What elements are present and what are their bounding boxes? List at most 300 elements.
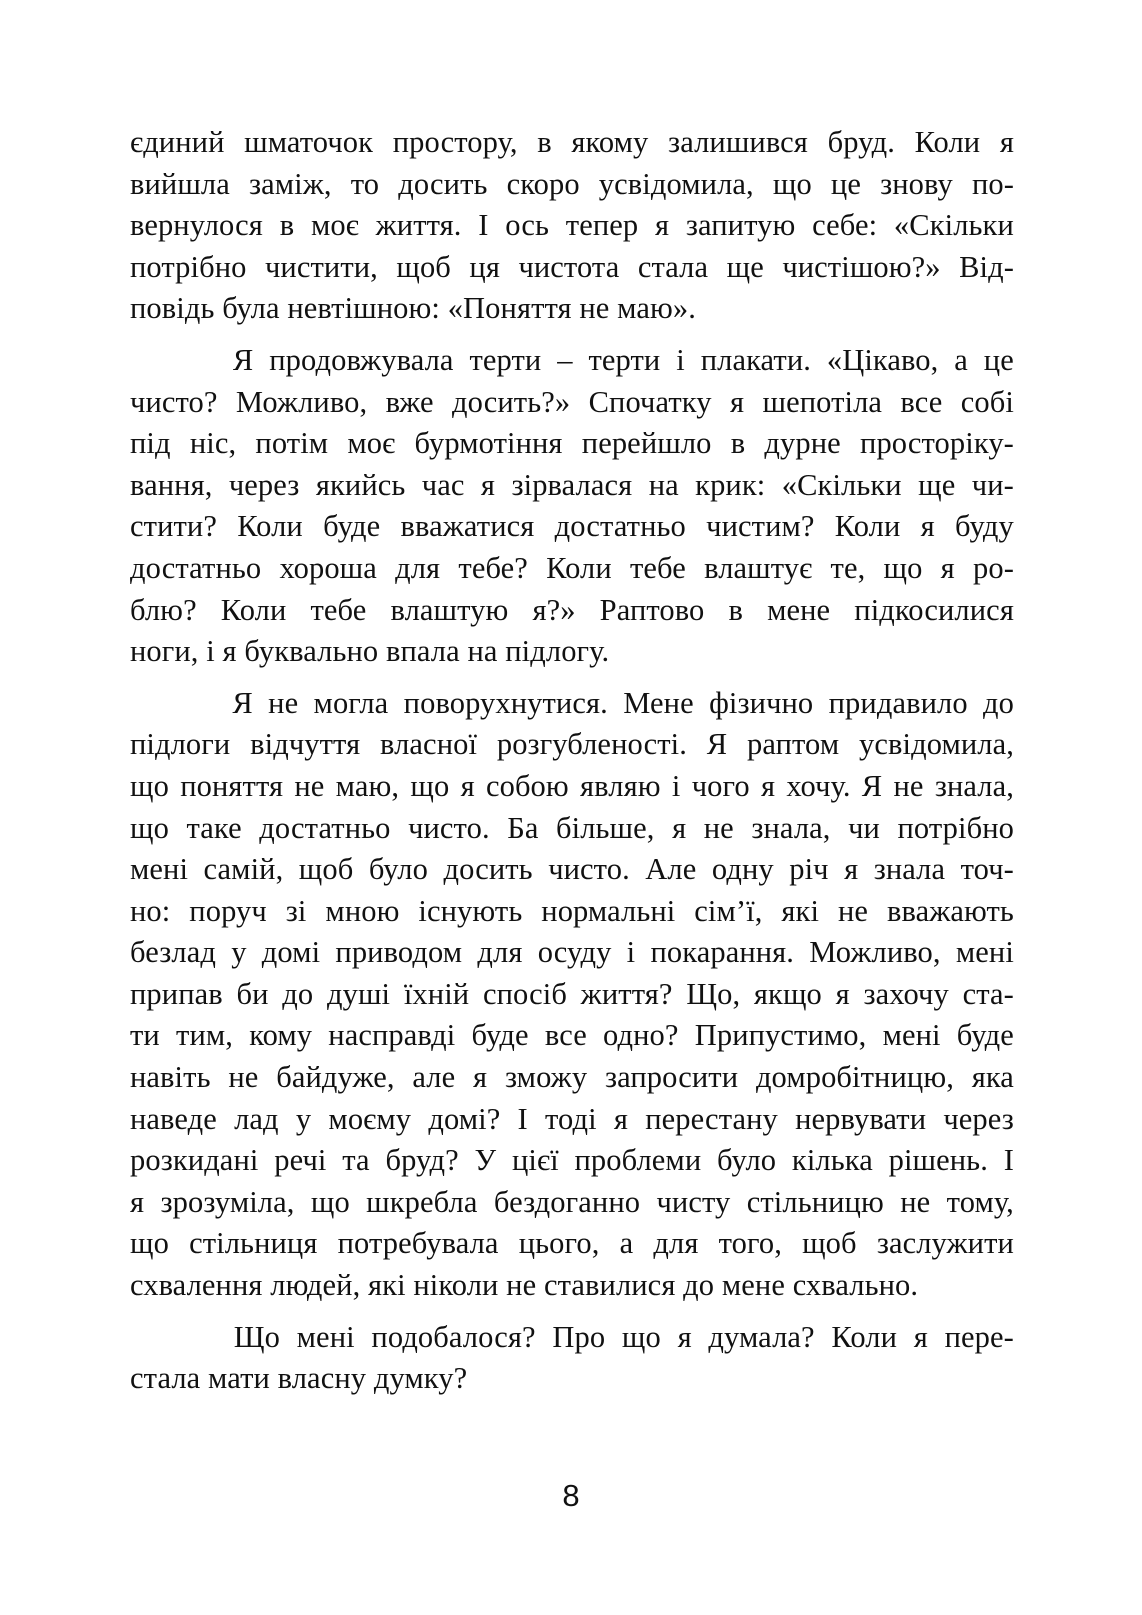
text-word: ще — [918, 467, 956, 502]
text-word: чи — [848, 810, 880, 845]
text-word: це — [830, 166, 861, 201]
text-word: чистішою?» — [782, 249, 941, 284]
text-word: рішень. — [888, 1143, 988, 1178]
text-line: схвалення людей, які ніколи не ставилися до мене схвально. — [130, 1268, 919, 1303]
text-word: Припустимо, — [694, 1018, 867, 1053]
text-word: перейшло — [581, 426, 712, 461]
text-word: до — [983, 685, 1014, 720]
text-word: досить — [398, 166, 488, 201]
text-word: підкосилися — [854, 592, 1014, 627]
text-word: знову — [880, 166, 953, 201]
text-word: би — [236, 976, 269, 1011]
text-word: під — [130, 426, 171, 461]
text-word: вже — [385, 384, 434, 419]
text-line — [130, 423, 1014, 465]
text-word: мене — [767, 592, 831, 627]
text-word: хороша — [279, 550, 377, 585]
text-word: знала — [873, 852, 946, 887]
text-word: та — [342, 1143, 370, 1178]
text-word: що — [130, 768, 169, 803]
text-word: Але — [645, 852, 697, 887]
text-word: у — [295, 1101, 312, 1136]
text-word: Що — [233, 1319, 280, 1354]
text-word: собою — [485, 768, 569, 803]
text-word: я?» — [532, 592, 576, 627]
text-word: ти — [130, 1018, 160, 1053]
text-word: і — [671, 768, 681, 803]
text-word: яка — [971, 1060, 1014, 1095]
text-word: Від- — [959, 249, 1014, 284]
text-word: Я — [706, 727, 728, 762]
text-line — [130, 548, 1014, 590]
text-word: вважають — [886, 893, 1014, 928]
text-word: сім’ї, — [694, 893, 763, 928]
text-word: що — [130, 1226, 169, 1261]
paragraph-4 — [130, 1317, 1014, 1400]
text-word: досить — [443, 852, 533, 887]
text-word: Про — [552, 1319, 606, 1354]
text-word: нервувати — [795, 1101, 927, 1136]
text-word: простору, — [392, 125, 518, 159]
text-word: в — [279, 208, 295, 243]
text-word: домробітницю, — [755, 1060, 954, 1095]
text-word: хочу. — [786, 768, 851, 803]
text-word: то — [350, 166, 380, 201]
text-word: знала, — [934, 768, 1014, 803]
text-line — [130, 247, 1014, 289]
text-word: зрозуміла, — [160, 1184, 295, 1219]
text-word: буде — [471, 1018, 529, 1053]
text-word: могла — [313, 685, 389, 720]
text-word: і — [626, 935, 636, 970]
text-word: їхній — [403, 976, 470, 1011]
text-word: не — [228, 1060, 259, 1095]
text-word: зможу — [504, 1060, 588, 1095]
text-word: шепотіла — [762, 384, 883, 419]
text-word: запитую — [685, 208, 796, 243]
text-line — [130, 1015, 1014, 1057]
text-word: собі — [960, 384, 1014, 419]
text-word: одну — [711, 852, 774, 887]
text-word: безлад — [130, 935, 216, 970]
text-word: себе: — [812, 208, 878, 243]
text-word: У — [474, 1143, 497, 1178]
text-word: що — [621, 1319, 661, 1354]
text-word: час — [421, 467, 465, 502]
text-word: шкребла — [366, 1184, 478, 1219]
text-word: я — [999, 125, 1014, 159]
text-word: моєму — [328, 1101, 412, 1136]
text-word: І — [517, 1101, 528, 1136]
text-word: Коли — [914, 125, 981, 159]
text-word: достатньо — [130, 550, 262, 585]
text-word: я — [760, 768, 776, 803]
text-word: буде — [323, 509, 381, 544]
text-word: точ- — [960, 852, 1014, 887]
text-word: все — [900, 384, 943, 419]
text-word: поруч — [189, 893, 267, 928]
text-word: вийшла — [130, 166, 230, 201]
text-word: зі — [285, 893, 307, 928]
text-word: Мене — [623, 685, 694, 720]
text-word: придавило — [828, 685, 968, 720]
text-line — [130, 808, 1014, 850]
text-word: я — [729, 384, 745, 419]
text-word: бурмотіння — [414, 426, 563, 461]
text-word: влаштує — [704, 550, 813, 585]
text-word: моє — [347, 426, 396, 461]
text-word: Коли — [237, 509, 303, 544]
text-word: Я — [861, 768, 883, 803]
text-line — [130, 1223, 1014, 1265]
text-word: одно? — [603, 1018, 679, 1053]
text-word: плакати. — [700, 342, 811, 377]
text-word: те, — [830, 550, 866, 585]
text-word: «Скільки — [893, 208, 1014, 243]
text-word: що — [310, 1184, 350, 1219]
text-line — [130, 1317, 1014, 1359]
text-word: Спочатку — [588, 384, 712, 419]
text-word: а — [954, 342, 968, 377]
text-word: на — [648, 467, 679, 502]
text-word: спосіб — [482, 976, 567, 1011]
text-line — [130, 205, 1014, 247]
text-word: терти — [469, 342, 542, 377]
text-word: бруд. — [827, 125, 895, 159]
text-line — [130, 1182, 1014, 1224]
text-word: домі? — [428, 1101, 501, 1136]
text-word: тебе — [629, 550, 686, 585]
text-word: ще — [726, 249, 764, 284]
text-word: Я — [232, 685, 253, 720]
text-line — [130, 382, 1014, 424]
text-word: зірвалася — [511, 467, 633, 502]
text-word: припав — [130, 976, 223, 1011]
text-word: власної — [380, 727, 478, 762]
text-word: мені — [296, 1319, 355, 1354]
text-word: потрібно — [130, 249, 247, 284]
text-word: поворухнутися. — [403, 685, 608, 720]
text-word: осуду — [537, 935, 612, 970]
text-word: кому — [249, 1018, 313, 1053]
text-word: Раптово — [599, 592, 705, 627]
paragraph-indent — [130, 1317, 217, 1359]
text-word: «Скільки — [781, 467, 902, 502]
text-word: а — [619, 1226, 634, 1261]
text-word: якийсь — [315, 467, 406, 502]
text-word: буду — [955, 509, 1014, 544]
text-line — [130, 340, 1014, 382]
text-word: подобалося? — [371, 1319, 536, 1354]
text-line — [130, 1099, 1014, 1141]
text-word: крик: — [695, 467, 766, 502]
text-word: досить?» — [452, 384, 571, 419]
text-word: насправді — [328, 1018, 456, 1053]
text-word: я — [913, 1319, 928, 1354]
text-word: через — [228, 467, 300, 502]
text-word: Коли — [831, 1319, 898, 1354]
text-word: це — [983, 342, 1014, 377]
text-word: якщо — [753, 976, 822, 1011]
text-word: тебе — [310, 592, 367, 627]
text-line — [130, 766, 1014, 808]
text-word: моє — [310, 208, 359, 243]
text-word: душі — [326, 976, 391, 1011]
text-line — [130, 932, 1014, 974]
text-word: стільниця — [189, 1226, 318, 1261]
text-word: чи- — [971, 467, 1014, 502]
text-word: самій, — [203, 852, 284, 887]
text-word: пере- — [944, 1319, 1014, 1354]
text-word: того, — [718, 1226, 782, 1261]
text-word: навіть — [130, 1060, 211, 1095]
text-word: заміж, — [249, 166, 332, 201]
text-word: достатньо — [554, 509, 686, 544]
text-word: що — [130, 810, 169, 845]
paragraph-indent — [130, 683, 217, 725]
text-word: якому — [571, 125, 649, 159]
text-line: повідь була невтішною: «Поняття не маю». — [130, 291, 696, 326]
text-line — [130, 1140, 1014, 1182]
text-word: стільницю — [746, 1184, 884, 1219]
text-word: я — [130, 1184, 145, 1219]
text-word: заслужити — [876, 1226, 1014, 1261]
text-line: стала мати власну думку? — [130, 1361, 468, 1396]
text-word: усвідомила, — [859, 727, 1014, 762]
text-word: для — [653, 1226, 699, 1261]
text-line — [130, 1057, 1014, 1099]
text-word: знала, — [751, 810, 831, 845]
text-word: наведе — [130, 1101, 217, 1136]
text-word: розгубленості. — [496, 727, 687, 762]
text-word: просторіку- — [860, 426, 1014, 461]
text-word: все — [544, 1018, 587, 1053]
text-word: Ба — [507, 810, 539, 845]
text-line — [130, 590, 1014, 632]
page-number: 8 — [562, 1478, 580, 1513]
text-word: чисто? — [130, 384, 218, 419]
text-word: життя? — [580, 976, 673, 1011]
text-word: вважатися — [400, 509, 535, 544]
text-word: потрібно — [897, 810, 1014, 845]
text-word: я — [460, 768, 475, 803]
text-line — [130, 465, 1014, 507]
text-word: тебе? — [458, 550, 528, 585]
text-word: які — [781, 893, 820, 928]
text-line — [130, 724, 1014, 766]
text-word: залишився — [668, 125, 808, 159]
text-word: ось — [505, 208, 550, 243]
text-line — [130, 122, 1014, 164]
text-word: – — [557, 342, 573, 377]
text-word: я — [835, 976, 850, 1011]
text-word: не — [837, 893, 869, 928]
text-word: що — [772, 166, 812, 201]
text-line — [130, 849, 1014, 891]
text-word: байдуже, — [276, 1060, 395, 1095]
text-word: для — [477, 935, 523, 970]
text-word: не — [900, 1184, 931, 1219]
text-word: існують — [418, 893, 523, 928]
text-word: не — [294, 768, 325, 803]
text-line — [130, 974, 1014, 1016]
text-word: шматочок — [244, 125, 374, 159]
text-word: я — [654, 208, 670, 243]
text-word: я — [844, 852, 859, 887]
text-word: думала? — [708, 1319, 815, 1354]
text-word: перестану — [645, 1101, 778, 1136]
text-word: но: — [130, 893, 171, 928]
text-word: бездоганно — [493, 1184, 641, 1219]
text-word: «Цікаво, — [826, 342, 939, 377]
text-word: в — [728, 592, 744, 627]
text-word: чистота — [518, 249, 620, 284]
text-word: ця — [469, 249, 500, 284]
text-word: Коли — [834, 509, 901, 544]
text-word: вання, — [130, 467, 213, 502]
text-word: але — [412, 1060, 456, 1095]
text-word: продовжувала — [269, 342, 454, 377]
text-word: захочу — [863, 976, 949, 1011]
text-word: І — [1003, 1143, 1014, 1178]
text-word: кілька — [791, 1143, 873, 1178]
text-word: речі — [274, 1143, 327, 1178]
text-word: скоро — [506, 166, 580, 201]
text-word: ста- — [962, 976, 1014, 1011]
text-word: не — [893, 768, 924, 803]
text-word: у — [231, 935, 247, 970]
text-word: терти — [588, 342, 661, 377]
text-word: що — [883, 550, 923, 585]
text-line: ноги, і я буквально впала на підлогу. — [130, 634, 610, 669]
text-word: я — [480, 467, 496, 502]
text-word: розкидані — [130, 1143, 259, 1178]
text-line — [130, 506, 1014, 548]
text-word: влаштую — [390, 592, 509, 627]
text-word: проблеми — [574, 1143, 702, 1178]
text-word: покарання. — [650, 935, 795, 970]
text-word: Можливо, — [809, 935, 941, 970]
text-word: щоб — [396, 249, 451, 284]
text-word: що — [410, 768, 450, 803]
text-word: маю, — [335, 768, 400, 803]
text-word: І — [478, 208, 489, 243]
text-word: запросити — [604, 1060, 739, 1095]
text-word: раптом — [747, 727, 840, 762]
text-word: і — [676, 342, 685, 377]
paragraph-3 — [130, 683, 1014, 1307]
text-word: цієї — [511, 1143, 559, 1178]
text-word: Я — [232, 342, 254, 377]
text-word: нормальні — [541, 893, 676, 928]
paragraph-indent — [130, 340, 217, 382]
text-word: тепер — [565, 208, 639, 243]
text-word: в — [537, 125, 552, 159]
text-word: мені — [955, 935, 1014, 970]
text-line — [130, 683, 1014, 725]
text-word: Що, — [686, 976, 741, 1011]
text-word: щоб — [298, 852, 354, 887]
text-word: мені — [882, 1018, 941, 1053]
text-word: до — [282, 976, 314, 1011]
text-word: поняття — [180, 768, 284, 803]
text-word: домі — [261, 935, 321, 970]
text-word: в — [730, 426, 746, 461]
text-word: я — [920, 509, 935, 544]
text-word: мені — [130, 852, 189, 887]
text-word: бруд? — [385, 1143, 459, 1178]
text-word: я — [940, 550, 955, 585]
text-word: стала — [637, 249, 709, 284]
text-word: тоді — [545, 1101, 597, 1136]
text-line — [130, 891, 1014, 933]
text-word: мною — [325, 893, 400, 928]
text-word: тим, — [176, 1018, 234, 1053]
text-word: було — [717, 1143, 777, 1178]
text-word: по- — [971, 166, 1014, 201]
text-word: підлоги — [130, 727, 231, 762]
text-word: стити? — [130, 509, 217, 544]
text-word: чисту — [656, 1184, 731, 1219]
text-word: я — [473, 1060, 488, 1095]
text-word: було — [368, 852, 428, 887]
text-word: фізично — [709, 685, 814, 720]
text-word: усвідомила, — [598, 166, 754, 201]
text-word: відчуття — [250, 727, 361, 762]
text-word: не — [268, 685, 299, 720]
paragraph-2 — [130, 340, 1014, 673]
text-word: достатньо — [259, 810, 391, 845]
text-word: ро- — [973, 550, 1014, 585]
text-word: потім — [255, 426, 329, 461]
text-word: Коли — [546, 550, 612, 585]
text-word: приводом — [335, 935, 463, 970]
text-word: лад — [234, 1101, 279, 1136]
text-word: дурне — [764, 426, 841, 461]
text-word: чого — [691, 768, 750, 803]
text-word: чисто. — [548, 852, 630, 887]
text-word: потребувала — [337, 1226, 499, 1261]
text-word: я — [672, 810, 687, 845]
text-word: не — [703, 810, 734, 845]
text-word: Коли — [220, 592, 287, 627]
text-word: річ — [789, 852, 829, 887]
paragraph-1 — [130, 122, 1014, 330]
text-word: буде — [956, 1018, 1014, 1053]
page-text-column — [130, 122, 1014, 1400]
text-word: таке — [186, 810, 242, 845]
text-word: блю? — [130, 592, 197, 627]
text-word: чистити, — [264, 249, 378, 284]
text-word: я — [677, 1319, 692, 1354]
text-word: для — [395, 550, 441, 585]
text-word: я — [613, 1101, 629, 1136]
text-word: вернулося — [130, 208, 263, 243]
text-word: ніс, — [189, 426, 237, 461]
text-word: чисто. — [408, 810, 490, 845]
text-word: життя. — [375, 208, 462, 243]
text-word: Можливо, — [235, 384, 368, 419]
text-word: єдиний — [130, 125, 225, 159]
text-line — [130, 164, 1014, 206]
text-word: більше, — [556, 810, 655, 845]
text-word: щоб — [802, 1226, 857, 1261]
text-word: цього, — [518, 1226, 600, 1261]
text-word: через — [943, 1101, 1014, 1136]
text-word: являю — [580, 768, 661, 803]
text-word: тому, — [946, 1184, 1014, 1219]
text-word: чистим? — [706, 509, 815, 544]
